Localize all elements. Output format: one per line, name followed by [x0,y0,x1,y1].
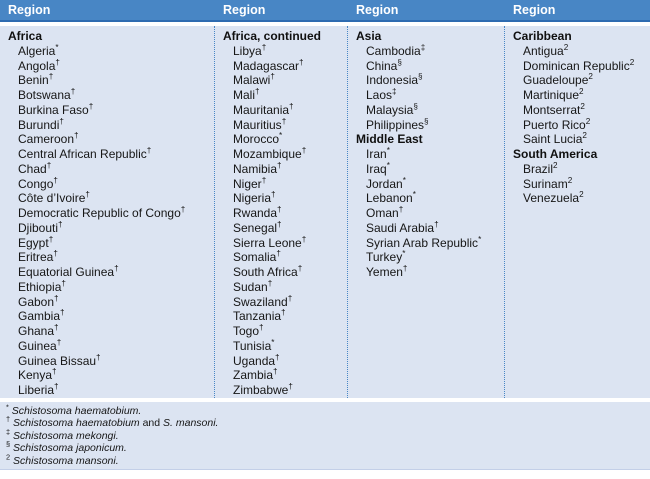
country-name: Zimbabwe [233,383,289,397]
country-item [215,59,347,74]
country-name: South Africa [233,265,298,279]
footnote-text: and [139,417,164,430]
country-name: Gabon [18,294,55,309]
country-item [215,383,347,398]
country-item [505,177,650,192]
species-marker: † [54,293,59,303]
country-item [348,236,504,251]
country-item [0,354,214,369]
country-item [0,221,214,236]
species-marker: † [46,160,52,170]
country-name: Turkey [366,250,403,265]
country-name: Burkina Faso [18,102,89,117]
species-marker: † [271,190,276,200]
country-name: Mozambique [233,147,302,161]
species-marker: † [261,42,267,52]
species-marker: † [60,308,65,318]
country-name: Benin [18,73,49,88]
country-name: Guinea Bissau [18,353,97,368]
country-item [0,339,214,354]
country-item [0,250,214,265]
column-header-region-3: Region [356,3,399,17]
country-name: Cameroon [18,132,75,147]
species-marker: * [478,234,482,244]
species-marker: † [56,337,62,347]
footnote-line [6,402,650,417]
country-item [0,147,214,162]
country-name: Laos [366,88,393,102]
country-name: Yemen [366,265,403,279]
country-name: Syrian Arab Republic [366,235,479,250]
country-item [215,221,347,236]
species-marker: † [53,249,58,259]
table-body [0,26,650,398]
country-name: Chad [18,161,47,176]
country-name: Uganda [233,353,276,368]
footnote-line [6,414,650,430]
country-name: Tanzania [233,309,282,324]
country-item [505,59,650,74]
country-name: Sierra Leone [233,235,302,250]
country-item [505,103,650,118]
species-marker: † [58,219,63,229]
footnote-line [6,439,650,455]
region-column-asia-middle-east [348,26,505,398]
footnote-text: Schistosoma haematobium. [11,405,142,417]
species-marker: † [259,323,264,332]
country-item [0,177,214,192]
country-name: Montserrat [523,102,581,117]
species-marker: 2 [582,131,587,141]
country-item [0,132,214,147]
country-item [215,324,347,339]
country-item [348,206,504,221]
country-item [0,44,214,59]
region-group-header: Caribbean [513,29,572,43]
species-marker: † [270,72,275,82]
country-name: Kenya [18,368,53,383]
column-header-region-4: Region [513,3,556,17]
species-marker: ‡ [420,42,426,52]
country-name: Malawi [233,73,271,88]
country-name: Djibouti [18,220,59,235]
country-item [215,147,347,162]
species-marker: * [386,160,390,170]
country-name: Saudi Arabia [366,220,435,235]
country-name: Guadeloupe [523,73,589,88]
country-item [215,265,347,280]
footnote-text: Schistosoma haematobium [13,417,140,430]
species-marker: 2 [563,42,569,52]
country-item [0,118,214,133]
species-marker: † [180,205,186,214]
country-item [215,118,347,133]
country-item [215,206,347,221]
table-header-row [0,0,650,22]
country-item [348,73,504,88]
country-name: Iraq [366,161,387,176]
country-item [0,368,214,383]
species-marker: † [398,205,404,214]
region-group-header: Africa [8,29,43,43]
species-marker: † [48,234,54,244]
species-marker: † [54,323,59,332]
country-name: Lebanon [366,191,413,206]
species-marker: † [301,146,307,155]
country-name: Saint Lucia [523,132,583,147]
country-item [505,44,650,59]
country-item [0,191,214,206]
country-item [215,250,347,265]
country-name: Sudan [233,279,268,294]
species-marker: † [54,382,59,391]
country-name: Botswana [18,88,71,102]
country-name: Central African Republic [18,147,147,161]
country-item [505,88,650,103]
species-marker: † [402,264,408,273]
region-column-africa [0,26,215,398]
country-name: Mali [233,88,256,102]
country-name: Libya [233,43,262,58]
footnote-text: Schistosoma mekongi. [13,429,119,442]
country-item [505,191,650,206]
footnote-text: Schistosoma japonicum. [13,442,127,455]
footnote-text: Schistosoma mansoni. [13,454,119,467]
country-item [0,162,214,177]
country-name: Dominican Republic [523,58,630,73]
country-item [505,132,650,147]
country-name: Congo [18,176,54,191]
country-name: Cambodia [366,43,421,58]
species-marker: † [96,352,101,362]
country-item [0,265,214,280]
country-item [348,88,504,103]
species-marker: † [55,57,60,67]
country-name: Madagascar [233,58,300,73]
country-name: Jordan [366,176,403,191]
species-marker: † [70,87,76,96]
country-item [215,236,347,251]
species-marker: § [413,101,418,111]
species-marker: 2 [567,175,573,185]
region-group-header: Africa, continued [223,29,322,43]
country-item [215,354,347,369]
country-item [0,295,214,310]
country-name: Namibia [233,161,278,176]
country-item [0,236,214,251]
species-marker: † [273,367,278,377]
country-item [215,177,347,192]
footnote-key [0,402,650,470]
country-item [0,280,214,295]
country-name: Côte d’Ivoire [18,191,86,206]
country-name: China [366,58,398,73]
country-name: Iran [366,147,387,161]
species-marker: ‡ [392,87,397,96]
species-marker: † [146,146,152,155]
species-marker: 2 [588,72,593,82]
region-column-africa-continued [215,26,348,398]
country-name: Niger [233,176,262,191]
country-item [215,162,347,177]
country-item [505,162,650,177]
country-item [348,118,504,133]
country-name: Martinique [523,88,580,102]
species-marker: † [61,278,66,288]
species-marker: * [55,42,59,52]
footnote-marker: 2 [6,452,11,462]
species-marker: 2 [585,116,591,126]
country-item [215,309,347,324]
country-item [0,88,214,103]
species-marker: 2 [553,160,558,170]
country-item [215,88,347,103]
country-item [505,73,650,88]
species-marker: † [261,175,267,185]
species-marker: † [299,57,304,67]
footnote-marker: ‡ [6,427,11,437]
species-marker: † [277,205,282,214]
species-marker: † [88,101,94,111]
species-marker: † [288,382,293,391]
country-name: Ethiopia [18,279,62,294]
country-item [215,44,347,59]
species-marker: * [271,337,275,347]
species-marker: * [402,175,406,185]
species-marker: 2 [629,57,635,67]
column-header-region-2: Region [223,3,266,17]
country-item [348,265,504,280]
country-item [348,147,504,162]
country-name: Democratic Republic of Congo [18,206,181,220]
species-marker: † [275,352,280,362]
species-marker: † [281,308,286,318]
country-name: Somalia [233,250,277,265]
country-item [505,118,650,133]
country-item [0,206,214,221]
species-marker: § [418,72,423,82]
country-name: Venezuela [523,191,580,206]
species-marker: † [114,264,119,273]
species-marker: * [279,131,283,141]
country-name: Philippines [366,117,425,132]
country-name: Ghana [18,324,55,338]
species-marker: † [289,101,294,111]
country-name: Malaysia [366,102,414,117]
species-marker: † [287,293,293,303]
species-marker: † [301,234,307,244]
country-item [215,191,347,206]
country-name: Burundi [18,117,60,132]
column-header-region-1: Region [8,3,51,17]
species-marker: † [434,219,439,229]
species-marker: * [402,249,406,259]
species-marker: § [397,57,402,67]
country-item [348,103,504,118]
country-name: Oman [366,206,399,220]
country-name: Rwanda [233,206,278,220]
footnote-marker: † [6,414,11,424]
country-name: Equatorial Guinea [18,265,115,279]
country-name: Surinam [523,176,568,191]
species-marker: † [277,219,282,229]
country-item [348,44,504,59]
species-marker: † [74,131,79,141]
country-name: Mauritius [233,117,282,132]
species-marker: † [52,367,57,377]
country-item [348,250,504,265]
country-name: Togo [233,324,260,338]
region-group-header: South America [513,147,598,161]
country-item [0,309,214,324]
country-name: Indonesia [366,73,419,88]
country-name: Nigeria [233,191,272,206]
species-marker: † [267,278,273,288]
country-item [348,177,504,192]
country-item [215,280,347,295]
country-item [348,59,504,74]
species-marker: * [412,190,416,200]
country-name: Brazil [523,161,554,176]
country-item [348,162,504,177]
country-item [215,295,347,310]
country-item [0,73,214,88]
country-name: Senegal [233,220,278,235]
country-name: Eritrea [18,250,54,265]
country-item [0,59,214,74]
species-marker: † [281,116,287,126]
species-marker: † [85,190,90,200]
country-name: Tunisia [233,338,272,353]
species-marker: * [386,146,390,155]
country-item [348,191,504,206]
region-column-caribbean-south-america [505,26,650,398]
species-marker: † [53,175,58,185]
country-item [215,339,347,354]
country-item [215,132,347,147]
country-item [0,383,214,398]
species-marker: † [48,72,54,82]
species-marker: 2 [579,190,584,200]
footnote-marker: § [6,439,11,449]
country-name: Morocco [233,132,280,147]
species-marker: † [297,264,303,273]
species-marker: 2 [580,101,585,111]
footnote-marker: * [6,402,9,412]
footnote-text: S. mansoni. [163,417,219,430]
species-marker: † [255,87,260,96]
country-name: Mauritania [233,102,290,117]
country-name: Antigua [523,43,564,58]
country-name: Puerto Rico [523,117,586,132]
country-name: Angola [18,58,56,73]
species-marker: § [424,116,429,126]
footnote-line [6,427,650,442]
country-name: Guinea [18,338,57,353]
footnote-line [6,452,650,467]
country-item [348,221,504,236]
country-name: Egypt [18,235,49,250]
species-marker: 2 [579,87,584,96]
country-item [215,73,347,88]
species-marker: † [59,116,64,126]
region-group-header: Asia [356,29,382,43]
country-item [215,368,347,383]
species-marker: † [276,249,281,259]
country-name: Liberia [18,383,55,397]
country-item [215,103,347,118]
country-name: Swaziland [233,294,288,309]
country-name: Zambia [233,368,274,383]
region-group-header: Middle East [356,132,423,147]
country-item [0,103,214,118]
country-name: Gambia [18,309,61,324]
species-marker: † [277,160,282,170]
country-item [0,324,214,339]
country-name: Algeria [18,43,56,58]
